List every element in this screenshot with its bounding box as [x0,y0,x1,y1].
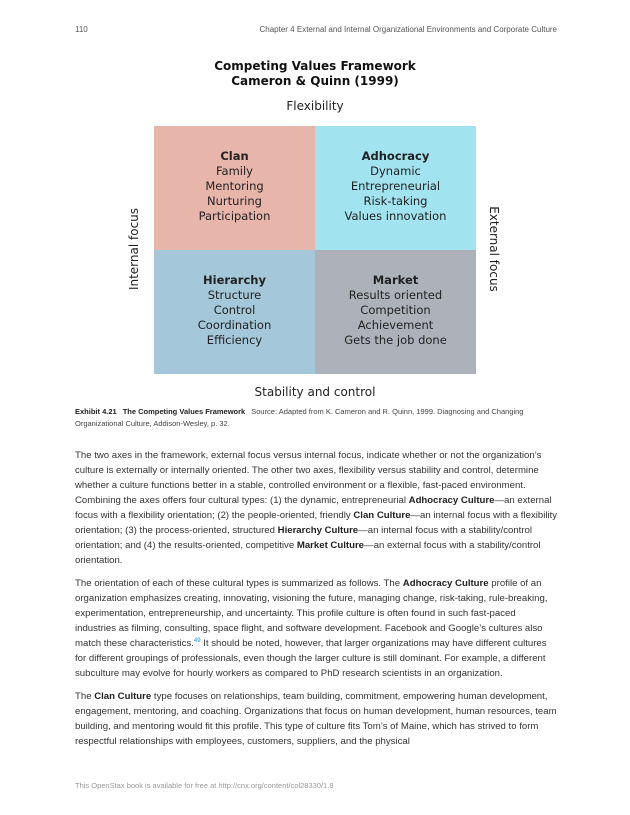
paragraph-3 [75,689,559,749]
quadrant-title: Market [372,273,419,287]
text-run: —an internal focus with a flexibility orientation; (3) the process-oriented, structured [75,510,558,536]
term-clan-culture: Clan Culture [94,691,152,702]
page-footer: This OpenStax book is available for free at http://cnx.org/content/col28330/1.8 [75,781,334,790]
axis-label-internal-focus: Internal focus [127,207,141,291]
paragraph-1 [75,448,559,568]
quadrant-item: Family [215,164,253,178]
text-run: It should be noted, however, that larger organizations may have different cultures for different groupings of professionals, even though the larger culture is still dominant. For example, a different subculture may evolve for hourly workers as compared to PhD research scientists in an organization. [75,638,547,679]
text-run: The [75,691,95,702]
quadrant-adhocracy [315,126,476,250]
quadrant-item: Structure [207,288,262,302]
text-run: —an external focus with a stability/control orientation. [75,540,541,566]
text-run: type focuses on relationships, team building, commitment, empowering human development, engagement, mentoring, and coaching. Organizations that focus on human development, human resources, team building, and mentoring would fit this profile. This type of culture fits Tom’s of Maine, which has strived to form respectful relationships with employees, customers, suppliers, and the physical [75,691,557,747]
quadrant-item: Control [213,303,256,317]
text-run: The two axes in the framework, external focus versus internal focus, indicate whether or not the organization’s culture is externally or internally oriented. The other two axes, flexibility versus stability and control, determine whether a culture functions better in a stable, controlled environment or a flexible, fast-paced environment. Combining the axes offers four cultural types: (1) the dynamic, entrepreneurial [75,450,542,506]
quadrant-title: Adhocracy [361,149,430,163]
quadrant-clan [154,126,315,250]
term-adhocracy-culture: Adhocracy Culture [402,578,489,589]
quadrant-item: Participation [198,209,271,223]
quadrant-item: Results oriented [348,288,443,302]
text-run: profile of an organization emphasizes creating, innovating, visioning the future, managing change, risk-taking, rule-breaking, experimentation, entrepreneurship, and uncertainty. This profile culture is often found in such fast-paced industries as filming, consulting, space flight, and software development. Facebook and Google’s cultures also match these characteristics. [75,578,548,649]
figure-title [0,59,630,89]
text-run: The orientation of each of these cultural types is summarized as follows. The [75,578,403,589]
quadrant-title: Clan [220,149,249,163]
caption-source: Source: Adapted from K. Cameron and R. Quinn, 1999. Diagnosing and Changing Organizational Culture, Addison-Wesley, p. 32. [75,407,524,428]
term-market-culture: Market Culture [296,540,365,551]
footnote-link-49[interactable]: 49 [193,637,201,644]
page-header [75,25,557,34]
body-text [75,448,559,757]
quadrant-item: Dynamic [370,164,421,178]
quadrant-item: Risk-taking [363,194,428,208]
quadrant-title: Hierarchy [203,273,266,287]
caption-label: Exhibit 4.21 [75,407,117,416]
exhibit-caption [75,406,560,430]
axis-label-flexibility: Flexibility [286,99,344,113]
paragraph-2 [75,576,559,681]
quadrant-item: Competition [360,303,431,317]
quadrant-item: Values innovation [344,209,447,223]
axis-label-external-focus: External focus [487,206,501,292]
quadrant-item: Entrepreneurial [350,179,441,193]
term-clan-culture: Clan Culture [353,510,411,521]
competing-values-quadrants [154,126,476,374]
quadrant-item: Gets the job done [344,333,447,347]
quadrant-item: Mentoring [205,179,264,193]
term-adhocracy-culture: Adhocracy Culture [408,495,495,506]
caption-title: The Competing Values Framework [122,407,246,416]
figure-title-line1: Competing Values Framework [214,59,416,73]
quadrant-item: Efficiency [206,333,263,347]
text-run: —an external focus with a flexibility orientation; (2) the people-oriented, friendly [75,495,552,521]
figure-title-line2: Cameron & Quinn (1999) [231,74,399,88]
term-hierarchy-culture: Hierarchy Culture [277,525,359,536]
chapter-title: Chapter 4 External and Internal Organizational Environments and Corporate Culture [259,25,557,34]
quadrant-market [315,250,476,374]
page-number: 110 [75,25,88,34]
quadrant-item: Achievement [357,318,434,332]
quadrant-item: Nurturing [207,194,262,208]
text-run: —an internal focus with a stability/control orientation; and (4) the results-oriented, competitive [75,525,532,551]
quadrant-item: Coordination [197,318,272,332]
quadrant-hierarchy [154,250,315,374]
axis-label-stability-control: Stability and control [254,385,376,399]
